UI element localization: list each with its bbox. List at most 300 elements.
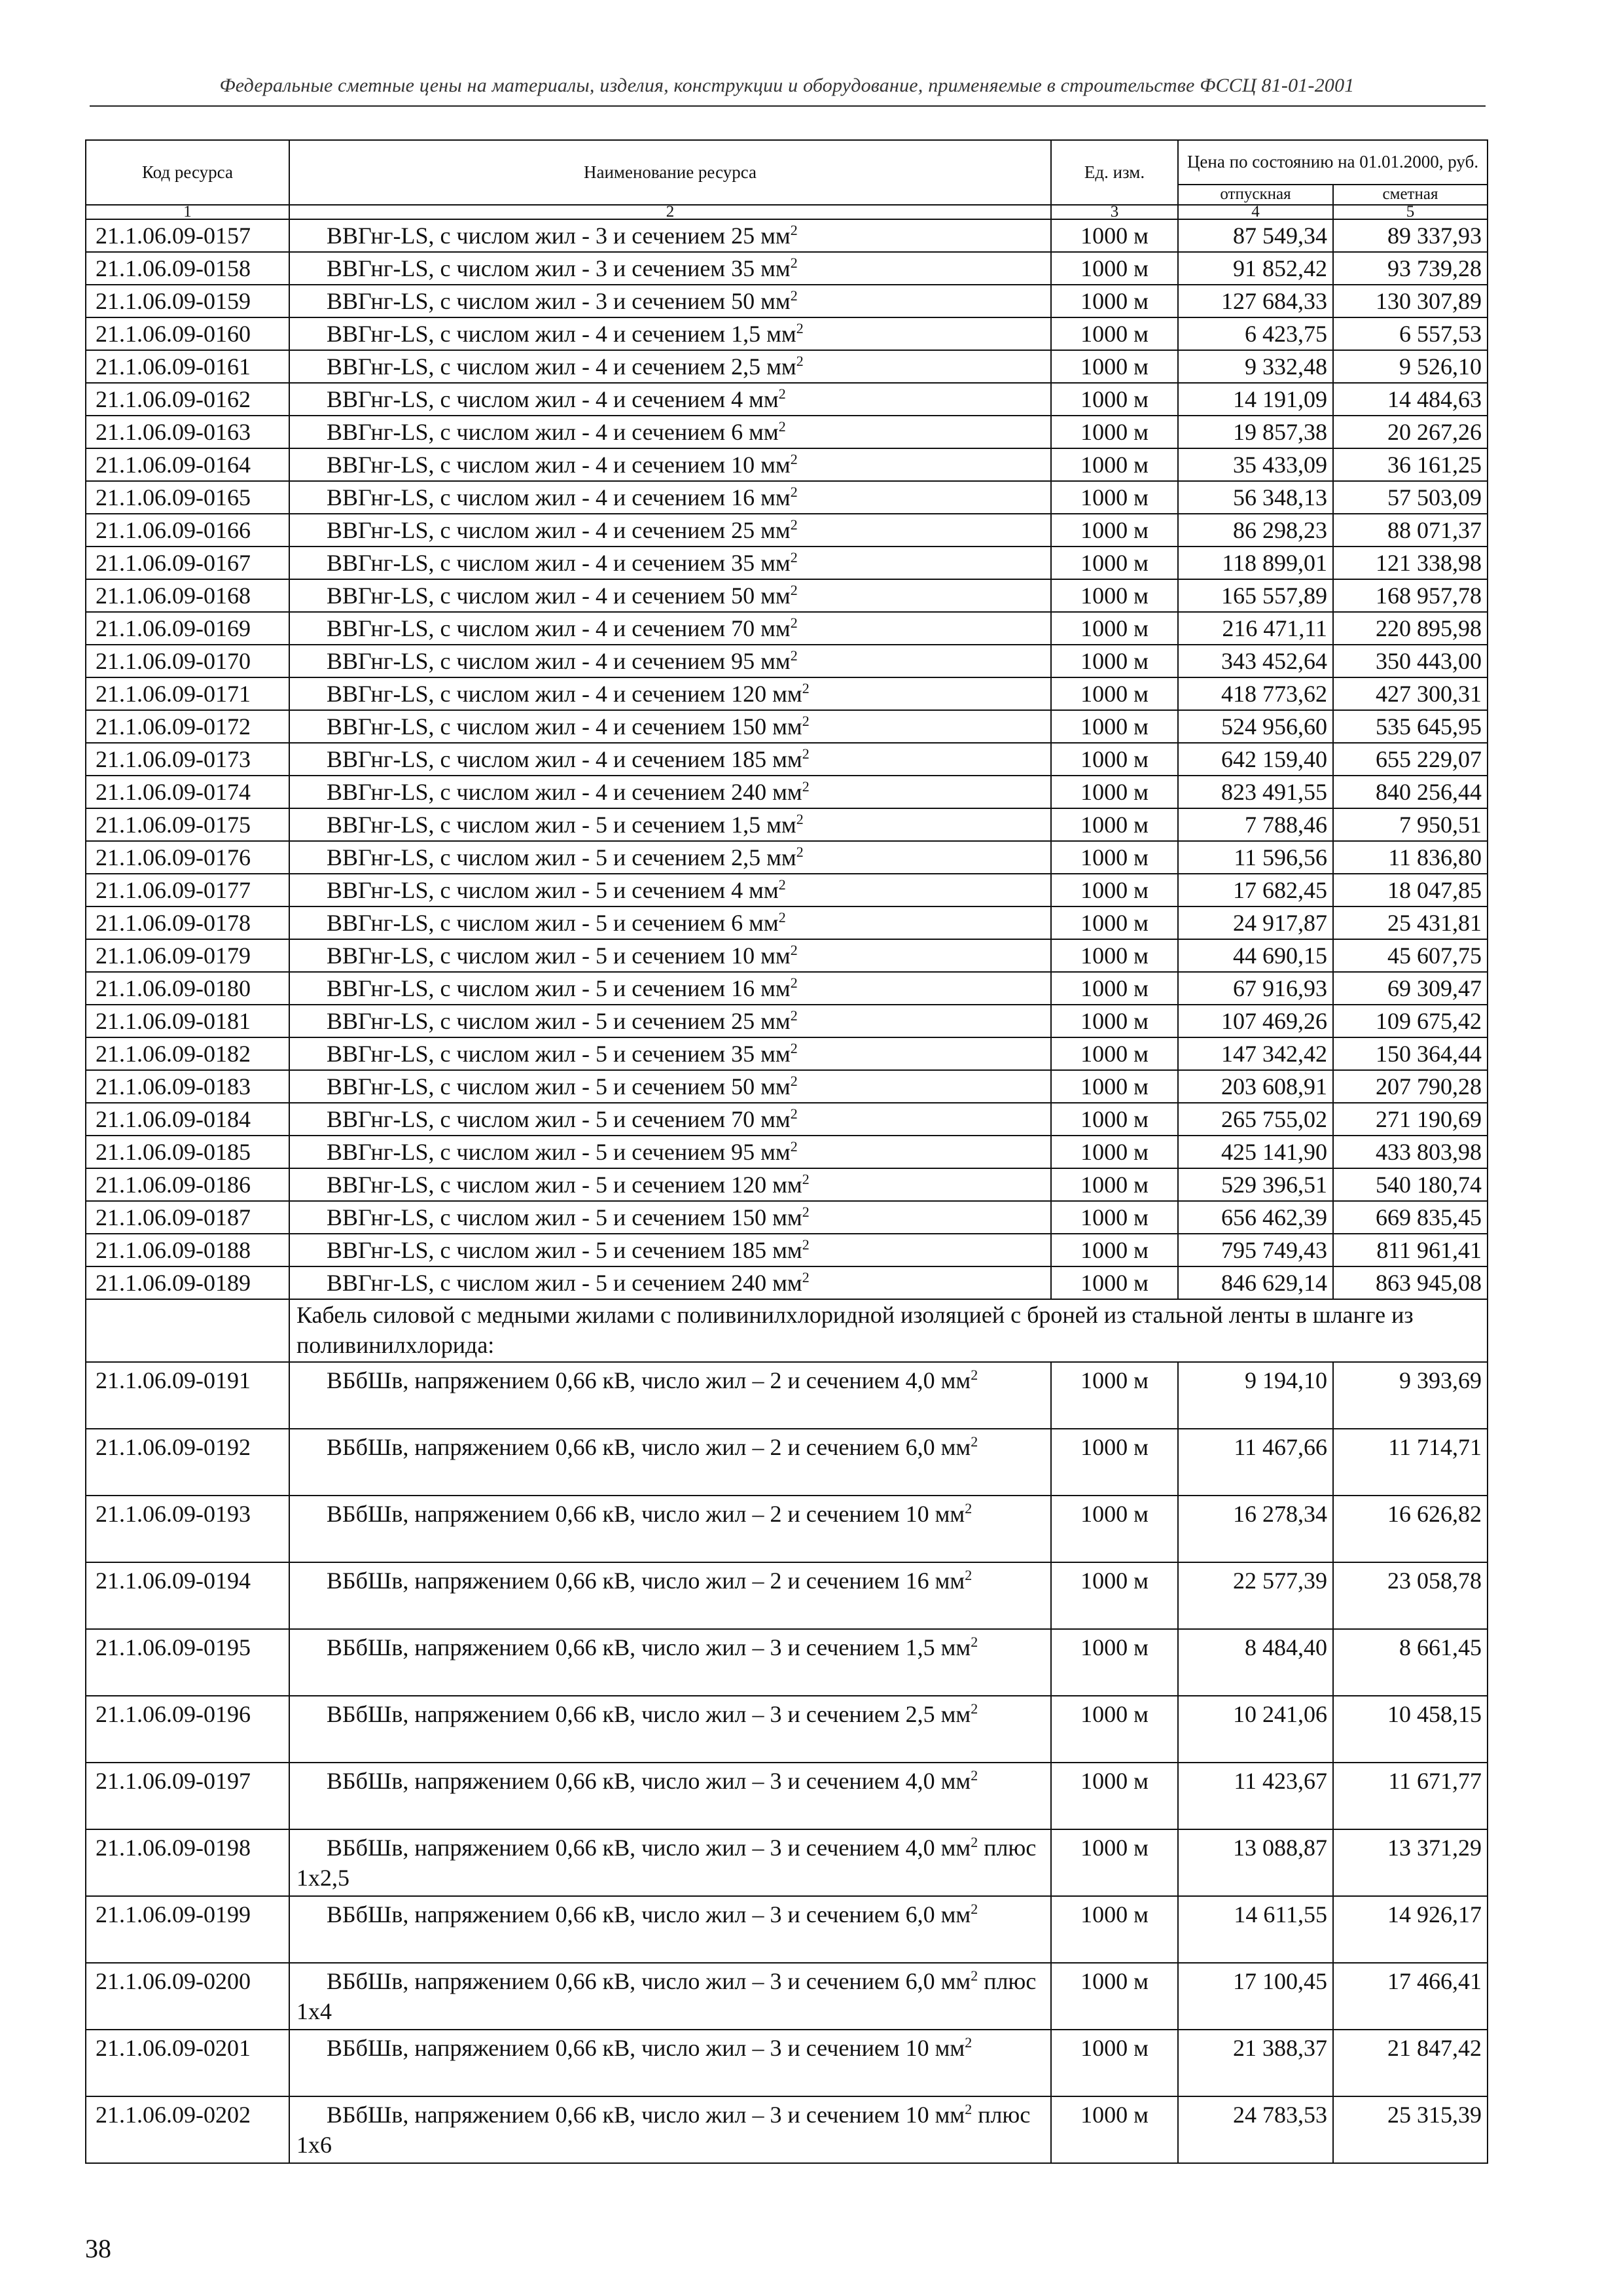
table-row	[86, 350, 1488, 383]
resource-code: 21.1.06.09-0179	[86, 939, 289, 972]
unit-of-measure: 1000 м	[1051, 285, 1178, 317]
resource-name-suffix: плюс 1х6	[296, 2101, 1031, 2158]
resource-code: 21.1.06.09-0180	[86, 972, 289, 1005]
resource-name	[289, 1266, 1051, 1299]
price-estimate: 168 957,78	[1333, 579, 1488, 612]
price-estimate: 840 256,44	[1333, 776, 1488, 808]
price-release: 24 917,87	[1178, 906, 1333, 939]
resource-name-text: ВВГнг-LS, с числом жил - 4 и сечением 25 мм	[327, 516, 791, 543]
table-row	[86, 1896, 1488, 1963]
unit-of-measure: 1000 м	[1051, 1103, 1178, 1136]
resource-code: 21.1.06.09-0192	[86, 1429, 289, 1496]
unit-of-measure: 1000 м	[1051, 1429, 1178, 1496]
unit-superscript: 2	[790, 516, 798, 533]
col-header-unit: Ед. изм.	[1051, 140, 1178, 205]
column-number: 1	[86, 205, 289, 219]
resource-name	[289, 841, 1051, 874]
price-estimate: 18 047,85	[1333, 874, 1488, 906]
resource-name	[289, 612, 1051, 645]
resource-name-text: ВВГнг-LS, с числом жил - 5 и сечением 25 мм	[327, 1007, 791, 1034]
price-estimate: 9 526,10	[1333, 350, 1488, 383]
price-release: 107 469,26	[1178, 1005, 1333, 1037]
price-estimate: 433 803,98	[1333, 1136, 1488, 1168]
resource-code: 21.1.06.09-0182	[86, 1037, 289, 1070]
resource-name	[289, 1696, 1051, 1763]
resource-name-text: ВВГнг-LS, с числом жил - 5 и сечением 185 мм	[327, 1236, 802, 1263]
resource-name-text: ВВГнг-LS, с числом жил - 4 и сечением 70 мм	[327, 615, 791, 641]
price-release: 7 788,46	[1178, 808, 1333, 841]
price-estimate: 11 836,80	[1333, 841, 1488, 874]
unit-of-measure: 1000 м	[1051, 1005, 1178, 1037]
unit-superscript: 2	[790, 1072, 798, 1089]
resource-name	[289, 219, 1051, 252]
price-release: 22 577,39	[1178, 1562, 1333, 1629]
unit-of-measure: 1000 м	[1051, 1362, 1178, 1429]
resource-name-text: ВВГнг-LS, с числом жил - 5 и сечением 240 мм	[327, 1269, 802, 1296]
resource-code: 21.1.06.09-0166	[86, 514, 289, 547]
unit-of-measure: 1000 м	[1051, 1829, 1178, 1896]
resource-name-text: ВБбШв, напряжением 0,66 кВ, число жил – 2 и сечением 6,0 мм	[327, 1433, 971, 1460]
resource-name-text: ВВГнг-LS, с числом жил - 4 и сечением 185 мм	[327, 745, 802, 772]
unit-of-measure: 1000 м	[1051, 1562, 1178, 1629]
unit-of-measure: 1000 м	[1051, 841, 1178, 874]
table-row	[86, 481, 1488, 514]
resource-name-text: ВВГнг-LS, с числом жил - 5 и сечением 150 мм	[327, 1204, 802, 1230]
price-table-body	[86, 140, 1488, 2163]
resource-code: 21.1.06.09-0185	[86, 1136, 289, 1168]
resource-name	[289, 972, 1051, 1005]
price-estimate: 14 926,17	[1333, 1896, 1488, 1963]
table-row	[86, 1496, 1488, 1562]
price-release: 823 491,55	[1178, 776, 1333, 808]
resource-name-suffix: плюс 1х2,5	[296, 1834, 1037, 1891]
resource-code: 21.1.06.09-0181	[86, 1005, 289, 1037]
resource-name	[289, 1629, 1051, 1696]
price-estimate: 13 371,29	[1333, 1829, 1488, 1896]
resource-name	[289, 710, 1051, 743]
resource-name-text: ВБбШв, напряжением 0,66 кВ, число жил – 2 и сечением 16 мм	[327, 1567, 965, 1594]
unit-of-measure: 1000 м	[1051, 383, 1178, 416]
unit-superscript: 2	[802, 745, 810, 762]
resource-code: 21.1.06.09-0157	[86, 219, 289, 252]
resource-name-text: ВБбШв, напряжением 0,66 кВ, число жил – 3 и сечением 6,0 мм	[327, 1901, 971, 1928]
resource-name-text: ВВГнг-LS, с числом жил - 4 и сечением 6 мм	[327, 418, 779, 445]
unit-superscript: 2	[790, 287, 798, 304]
unit-superscript: 2	[971, 1767, 978, 1784]
resource-name	[289, 285, 1051, 317]
col-header-price-group: Цена по состоянию на 01.01.2000, руб.	[1178, 140, 1488, 185]
unit-of-measure: 1000 м	[1051, 972, 1178, 1005]
price-estimate: 121 338,98	[1333, 547, 1488, 579]
table-row	[86, 808, 1488, 841]
resource-name-text: ВВГнг-LS, с числом жил - 5 и сечением 2,5 мм	[327, 844, 796, 870]
resource-name-text: ВВГнг-LS, с числом жил - 5 и сечением 10 мм	[327, 942, 791, 969]
page-header: Федеральные сметные цены на материалы, изделия, конструкции и оборудование, применяемые в строительстве ФССЦ 81-01-2001	[219, 75, 1355, 96]
resource-name-text: ВВГнг-LS, с числом жил - 5 и сечением 70 мм	[327, 1105, 791, 1132]
unit-superscript: 2	[971, 1900, 978, 1917]
resource-name	[289, 383, 1051, 416]
resource-name	[289, 448, 1051, 481]
table-row	[86, 743, 1488, 776]
price-release: 10 241,06	[1178, 1696, 1333, 1763]
price-estimate: 11 671,77	[1333, 1763, 1488, 1829]
unit-superscript: 2	[790, 450, 798, 467]
resource-name-text: ВВГнг-LS, с числом жил - 5 и сечением 120 мм	[327, 1171, 802, 1198]
table-row	[86, 841, 1488, 874]
table-row	[86, 874, 1488, 906]
table-row	[86, 1037, 1488, 1070]
resource-code: 21.1.06.09-0187	[86, 1201, 289, 1234]
resource-name	[289, 1168, 1051, 1201]
resource-name	[289, 1829, 1051, 1896]
resource-code: 21.1.06.09-0200	[86, 1963, 289, 2030]
unit-of-measure: 1000 м	[1051, 808, 1178, 841]
price-release: 9 332,48	[1178, 350, 1333, 383]
unit-superscript: 2	[790, 1105, 798, 1122]
price-release: 56 348,13	[1178, 481, 1333, 514]
resource-code: 21.1.06.09-0168	[86, 579, 289, 612]
price-release: 17 100,45	[1178, 1963, 1333, 2030]
price-release: 86 298,23	[1178, 514, 1333, 547]
resource-code: 21.1.06.09-0167	[86, 547, 289, 579]
resource-code: 21.1.06.09-0201	[86, 2030, 289, 2096]
unit-of-measure: 1000 м	[1051, 219, 1178, 252]
price-estimate: 811 961,41	[1333, 1234, 1488, 1266]
section-row	[86, 1299, 1488, 1362]
resource-name-text: ВВГнг-LS, с числом жил - 5 и сечением 35 мм	[327, 1040, 791, 1067]
resource-name-text: ВВГнг-LS, с числом жил - 4 и сечением 1,5 мм	[327, 320, 796, 347]
resource-code: 21.1.06.09-0188	[86, 1234, 289, 1266]
resource-name-text: ВВГнг-LS, с числом жил - 4 и сечением 240 мм	[327, 778, 802, 805]
column-number-row	[86, 205, 1488, 219]
resource-name	[289, 1763, 1051, 1829]
unit-superscript: 2	[796, 810, 804, 827]
unit-superscript: 2	[965, 1499, 972, 1516]
resource-code: 21.1.06.09-0194	[86, 1562, 289, 1629]
table-row	[86, 1429, 1488, 1496]
unit-of-measure: 1000 м	[1051, 2030, 1178, 2096]
unit-of-measure: 1000 м	[1051, 1963, 1178, 2030]
unit-superscript: 2	[790, 1138, 798, 1155]
unit-of-measure: 1000 м	[1051, 1266, 1178, 1299]
price-release: 846 629,14	[1178, 1266, 1333, 1299]
unit-superscript: 2	[778, 908, 786, 925]
price-estimate: 540 180,74	[1333, 1168, 1488, 1201]
table-row	[86, 1005, 1488, 1037]
price-estimate: 150 364,44	[1333, 1037, 1488, 1070]
resource-code: 21.1.06.09-0178	[86, 906, 289, 939]
resource-code: 21.1.06.09-0197	[86, 1763, 289, 1829]
resource-name-suffix: плюс 1х4	[296, 1967, 1037, 2024]
table-row	[86, 1362, 1488, 1429]
price-release: 11 467,66	[1178, 1429, 1333, 1496]
resource-name	[289, 514, 1051, 547]
table-row	[86, 383, 1488, 416]
price-estimate: 109 675,42	[1333, 1005, 1488, 1037]
unit-of-measure: 1000 м	[1051, 1136, 1178, 1168]
resource-code: 21.1.06.09-0174	[86, 776, 289, 808]
table-row	[86, 1103, 1488, 1136]
price-estimate: 21 847,42	[1333, 2030, 1488, 2096]
resource-code: 21.1.06.09-0172	[86, 710, 289, 743]
resource-name	[289, 939, 1051, 972]
resource-name-text: ВВГнг-LS, с числом жил - 5 и сечением 16 мм	[327, 975, 791, 1001]
price-estimate: 25 315,39	[1333, 2096, 1488, 2163]
resource-name	[289, 1103, 1051, 1136]
unit-of-measure: 1000 м	[1051, 317, 1178, 350]
resource-name-text: ВВГнг-LS, с числом жил - 4 и сечением 4 мм	[327, 386, 779, 412]
price-release: 656 462,39	[1178, 1201, 1333, 1234]
table-row	[86, 1168, 1488, 1201]
price-release: 21 388,37	[1178, 2030, 1333, 2096]
unit-of-measure: 1000 м	[1051, 612, 1178, 645]
unit-superscript: 2	[971, 1433, 978, 1450]
price-release: 265 755,02	[1178, 1103, 1333, 1136]
unit-of-measure: 1000 м	[1051, 416, 1178, 448]
table-row	[86, 710, 1488, 743]
unit-superscript: 2	[790, 548, 798, 565]
price-release: 44 690,15	[1178, 939, 1333, 972]
resource-name-text: ВБбШв, напряжением 0,66 кВ, число жил – 2 и сечением 10 мм	[327, 1500, 965, 1527]
unit-superscript: 2	[802, 712, 810, 729]
unit-of-measure: 1000 м	[1051, 874, 1178, 906]
unit-superscript: 2	[971, 1700, 978, 1717]
resource-name	[289, 1136, 1051, 1168]
header-rule	[90, 105, 1486, 107]
resource-name-text: ВВГнг-LS, с числом жил - 5 и сечением 6 мм	[327, 909, 779, 936]
price-release: 19 857,38	[1178, 416, 1333, 448]
price-release: 343 452,64	[1178, 645, 1333, 677]
table-row	[86, 579, 1488, 612]
resource-code: 21.1.06.09-0169	[86, 612, 289, 645]
resource-name-text: ВВГнг-LS, с числом жил - 4 и сечением 16 мм	[327, 484, 791, 511]
resource-code: 21.1.06.09-0160	[86, 317, 289, 350]
resource-name	[289, 1362, 1051, 1429]
price-release: 642 159,40	[1178, 743, 1333, 776]
resource-name	[289, 2030, 1051, 2096]
price-estimate: 11 714,71	[1333, 1429, 1488, 1496]
resource-name	[289, 1201, 1051, 1234]
table-row	[86, 776, 1488, 808]
price-estimate: 57 503,09	[1333, 481, 1488, 514]
price-release: 14 191,09	[1178, 383, 1333, 416]
resource-name	[289, 579, 1051, 612]
resource-code: 21.1.06.09-0196	[86, 1696, 289, 1763]
resource-name-text: ВБбШв, напряжением 0,66 кВ, число жил – 3 и сечением 4,0 мм	[327, 1767, 971, 1794]
unit-of-measure: 1000 м	[1051, 1496, 1178, 1562]
resource-name	[289, 743, 1051, 776]
price-release: 67 916,93	[1178, 972, 1333, 1005]
price-release: 203 608,91	[1178, 1070, 1333, 1103]
resource-name	[289, 317, 1051, 350]
unit-of-measure: 1000 м	[1051, 1763, 1178, 1829]
resource-code: 21.1.06.09-0198	[86, 1829, 289, 1896]
price-estimate: 45 607,75	[1333, 939, 1488, 972]
table-row	[86, 1201, 1488, 1234]
table-row	[86, 1963, 1488, 2030]
table-row	[86, 677, 1488, 710]
unit-superscript: 2	[790, 974, 798, 991]
table-row	[86, 2030, 1488, 2096]
price-estimate: 69 309,47	[1333, 972, 1488, 1005]
table-row	[86, 645, 1488, 677]
unit-superscript: 2	[802, 1170, 810, 1187]
price-table	[85, 139, 1488, 2164]
resource-name-text: ВВГнг-LS, с числом жил - 5 и сечением 1,5 мм	[327, 811, 796, 838]
resource-name-text: ВВГнг-LS, с числом жил - 4 и сечением 120 мм	[327, 680, 802, 707]
price-release: 6 423,75	[1178, 317, 1333, 350]
unit-of-measure: 1000 м	[1051, 1070, 1178, 1103]
table-row	[86, 1696, 1488, 1763]
unit-superscript: 2	[971, 1633, 978, 1650]
price-estimate: 23 058,78	[1333, 1562, 1488, 1629]
price-release: 35 433,09	[1178, 448, 1333, 481]
resource-name	[289, 1963, 1051, 2030]
unit-of-measure: 1000 м	[1051, 514, 1178, 547]
col-header-release: отпускная	[1178, 185, 1333, 205]
price-estimate: 220 895,98	[1333, 612, 1488, 645]
unit-superscript: 2	[971, 1833, 978, 1850]
table-row	[86, 1266, 1488, 1299]
price-estimate: 93 739,28	[1333, 252, 1488, 285]
unit-of-measure: 1000 м	[1051, 776, 1178, 808]
resource-name	[289, 252, 1051, 285]
resource-name	[289, 1562, 1051, 1629]
price-estimate: 89 337,93	[1333, 219, 1488, 252]
resource-code: 21.1.06.09-0161	[86, 350, 289, 383]
unit-of-measure: 1000 м	[1051, 350, 1178, 383]
price-estimate: 669 835,45	[1333, 1201, 1488, 1234]
resource-name	[289, 1429, 1051, 1496]
price-release: 165 557,89	[1178, 579, 1333, 612]
table-row	[86, 939, 1488, 972]
table-row	[86, 906, 1488, 939]
resource-name	[289, 1005, 1051, 1037]
unit-of-measure: 1000 м	[1051, 547, 1178, 579]
resource-name	[289, 350, 1051, 383]
unit-superscript: 2	[796, 843, 804, 860]
unit-superscript: 2	[790, 1039, 798, 1056]
resource-code: 21.1.06.09-0177	[86, 874, 289, 906]
resource-name-text: ВВГнг-LS, с числом жил - 4 и сечением 150 мм	[327, 713, 802, 740]
price-release: 418 773,62	[1178, 677, 1333, 710]
table-row	[86, 612, 1488, 645]
unit-of-measure: 1000 м	[1051, 1037, 1178, 1070]
resource-name-text: ВВГнг-LS, с числом жил - 5 и сечением 4 мм	[327, 876, 779, 903]
resource-name-text: ВВГнг-LS, с числом жил - 4 и сечением 50 мм	[327, 582, 791, 609]
resource-name	[289, 1496, 1051, 1562]
resource-code: 21.1.06.09-0191	[86, 1362, 289, 1429]
resource-code: 21.1.06.09-0173	[86, 743, 289, 776]
price-estimate: 7 950,51	[1333, 808, 1488, 841]
unit-of-measure: 1000 м	[1051, 579, 1178, 612]
price-release: 87 549,34	[1178, 219, 1333, 252]
resource-code: 21.1.06.09-0171	[86, 677, 289, 710]
unit-of-measure: 1000 м	[1051, 252, 1178, 285]
resource-name	[289, 808, 1051, 841]
unit-superscript: 2	[802, 679, 810, 696]
resource-code: 21.1.06.09-0163	[86, 416, 289, 448]
unit-superscript: 2	[790, 254, 798, 271]
price-estimate: 8 661,45	[1333, 1629, 1488, 1696]
resource-name-text: ВБбШв, напряжением 0,66 кВ, число жил – 3 и сечением 10 мм	[327, 2034, 965, 2061]
price-estimate: 36 161,25	[1333, 448, 1488, 481]
table-row	[86, 972, 1488, 1005]
table-row	[86, 1763, 1488, 1829]
unit-superscript: 2	[790, 614, 798, 631]
price-estimate: 207 790,28	[1333, 1070, 1488, 1103]
resource-name-text: ВВГнг-LS, с числом жил - 4 и сечением 35 мм	[327, 549, 791, 576]
price-release: 147 342,42	[1178, 1037, 1333, 1070]
price-release: 17 682,45	[1178, 874, 1333, 906]
resource-code: 21.1.06.09-0202	[86, 2096, 289, 2163]
table-row	[86, 514, 1488, 547]
unit-superscript: 2	[790, 221, 798, 238]
unit-of-measure: 1000 м	[1051, 1896, 1178, 1963]
resource-name-text: ВБбШв, напряжением 0,66 кВ, число жил – 3 и сечением 6,0 мм	[327, 1967, 971, 1994]
resource-code: 21.1.06.09-0170	[86, 645, 289, 677]
unit-superscript: 2	[802, 778, 810, 795]
price-release: 795 749,43	[1178, 1234, 1333, 1266]
unit-superscript: 2	[971, 1967, 978, 1984]
price-release: 529 396,51	[1178, 1168, 1333, 1201]
column-number: 5	[1333, 205, 1488, 219]
resource-code: 21.1.06.09-0158	[86, 252, 289, 285]
unit-superscript: 2	[790, 647, 798, 664]
unit-of-measure: 1000 м	[1051, 677, 1178, 710]
unit-superscript: 2	[790, 1007, 798, 1024]
table-row	[86, 1562, 1488, 1629]
unit-of-measure: 1000 м	[1051, 906, 1178, 939]
price-estimate: 88 071,37	[1333, 514, 1488, 547]
price-estimate: 16 626,82	[1333, 1496, 1488, 1562]
price-release: 13 088,87	[1178, 1829, 1333, 1896]
unit-superscript: 2	[802, 1268, 810, 1285]
price-estimate: 863 945,08	[1333, 1266, 1488, 1299]
resource-name	[289, 1070, 1051, 1103]
unit-superscript: 2	[965, 2034, 972, 2051]
resource-name-text: ВБбШв, напряжением 0,66 кВ, число жил – 2 и сечением 4,0 мм	[327, 1367, 971, 1393]
resource-name-text: ВБбШв, напряжением 0,66 кВ, число жил – 3 и сечением 10 мм	[327, 2101, 965, 2128]
price-estimate: 350 443,00	[1333, 645, 1488, 677]
table-row	[86, 547, 1488, 579]
unit-superscript: 2	[802, 1203, 810, 1220]
page-number: 38	[85, 2234, 111, 2263]
resource-name-text: ВВГнг-LS, с числом жил - 5 и сечением 95 мм	[327, 1138, 791, 1165]
unit-superscript: 2	[778, 385, 786, 402]
unit-of-measure: 1000 м	[1051, 939, 1178, 972]
unit-of-measure: 1000 м	[1051, 1168, 1178, 1201]
table-row	[86, 1136, 1488, 1168]
col-header-estimate: сметная	[1333, 185, 1488, 205]
price-release: 127 684,33	[1178, 285, 1333, 317]
resource-name-text: ВВГнг-LS, с числом жил - 3 и сечением 25 мм	[327, 222, 791, 249]
price-release: 91 852,42	[1178, 252, 1333, 285]
column-number: 3	[1051, 205, 1178, 219]
resource-name-text: ВВГнг-LS, с числом жил - 4 и сечением 2,5 мм	[327, 353, 796, 380]
resource-code: 21.1.06.09-0159	[86, 285, 289, 317]
table-row	[86, 448, 1488, 481]
resource-code: 21.1.06.09-0175	[86, 808, 289, 841]
price-release: 9 194,10	[1178, 1362, 1333, 1429]
price-release: 16 278,34	[1178, 1496, 1333, 1562]
unit-of-measure: 1000 м	[1051, 710, 1178, 743]
resource-code: 21.1.06.09-0186	[86, 1168, 289, 1201]
unit-superscript: 2	[965, 1566, 972, 1583]
unit-superscript: 2	[790, 941, 798, 958]
resource-name-text: ВВГнг-LS, с числом жил - 3 и сечением 50 мм	[327, 287, 791, 314]
unit-superscript: 2	[971, 1366, 978, 1383]
